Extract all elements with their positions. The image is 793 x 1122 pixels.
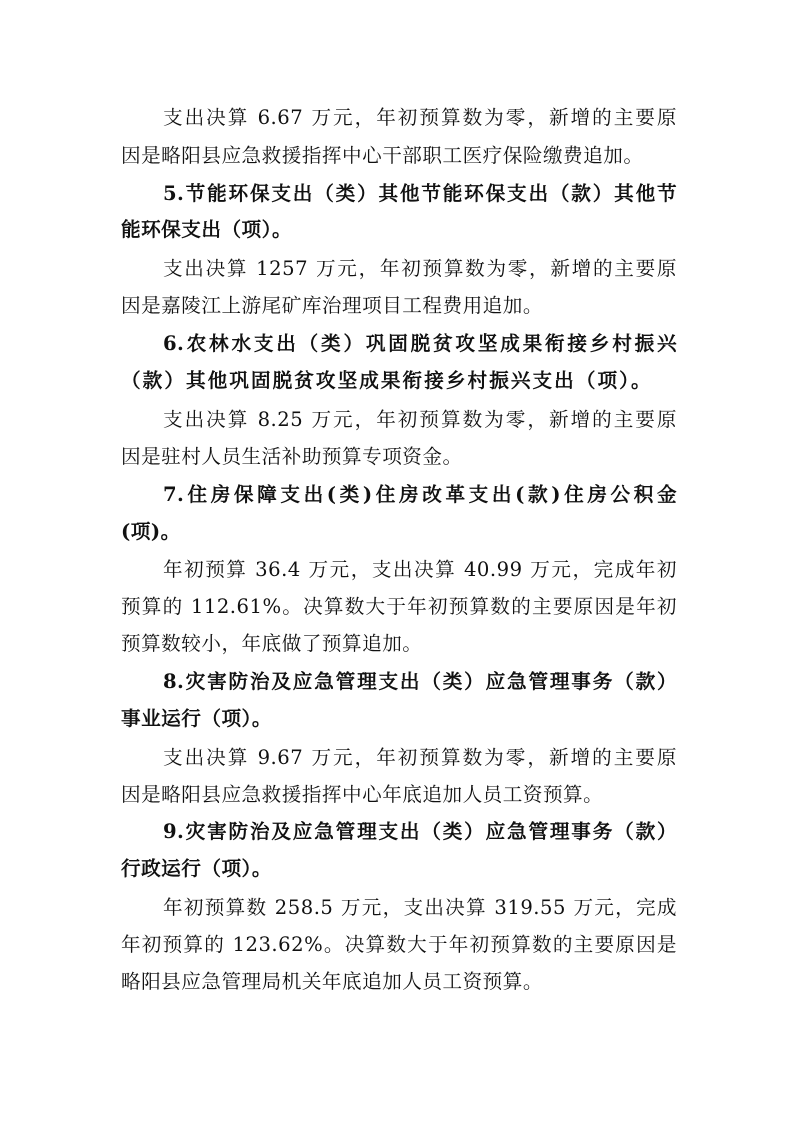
paragraph-line: 预算的 112.61%。决算数大于年初预算数的主要原因是年初 — [121, 595, 677, 618]
section-heading-5-cont: 能环保支出（项）。 — [121, 218, 293, 241]
section-heading-9: 9.灾害防治及应急管理支出（类）应急管理事务（款） — [163, 820, 677, 843]
paragraph-line: 略阳县应急管理局机关年底追加人员工资预算。 — [121, 970, 543, 993]
paragraph-line: 年初预算数 258.5 万元，支出决算 319.55 万元，完成 — [163, 896, 677, 919]
paragraph-line: 支出决算 8.25 万元，年初预算数为零，新增的主要原 — [163, 408, 677, 431]
paragraph-line: 因是略阳县应急救援指挥中心年底追加人员工资预算。 — [121, 783, 604, 806]
section-heading-5: 5.节能环保支出（类）其他节能环保支出（款）其他节 — [163, 182, 677, 205]
paragraph-line: 支出决算 6.67 万元，年初预算数为零，新增的主要原 — [163, 106, 677, 129]
section-heading-8-cont: 事业运行（项）。 — [121, 707, 272, 730]
paragraph-line: 因是略阳县应急救援指挥中心干部职工医疗保险缴费追加。 — [121, 144, 644, 167]
paragraph-line: 因是驻村人员生活补助预算专项资金。 — [121, 445, 463, 468]
section-heading-8: 8.灾害防治及应急管理支出（类）应急管理事务（款） — [163, 670, 677, 693]
section-heading-7: 7.住房保障支出(类)住房改革支出(款)住房公积金 — [163, 483, 677, 506]
paragraph-line: 预算数较小，年底做了预算追加。 — [121, 632, 423, 655]
section-heading-6: 6.农林水支出（类）巩固脱贫攻坚成果衔接乡村振兴 — [163, 332, 677, 355]
paragraph-line: 年初预算的 123.62%。决算数大于年初预算数的主要原因是 — [121, 933, 677, 956]
section-heading-6-cont: （款）其他巩固脱贫攻坚成果衔接乡村振兴支出（项）。 — [121, 369, 651, 392]
paragraph-line: 支出决算 1257 万元，年初预算数为零，新增的主要原 — [163, 257, 677, 280]
paragraph-line: 支出决算 9.67 万元，年初预算数为零，新增的主要原 — [163, 746, 677, 769]
section-heading-9-cont: 行政运行（项）。 — [121, 857, 272, 880]
section-heading-7-cont: (项)。 — [121, 520, 181, 543]
paragraph-line: 年初预算 36.4 万元，支出决算 40.99 万元，完成年初 — [163, 558, 677, 581]
paragraph-line: 因是嘉陵江上游尾矿库治理项目工程费用追加。 — [121, 294, 543, 317]
